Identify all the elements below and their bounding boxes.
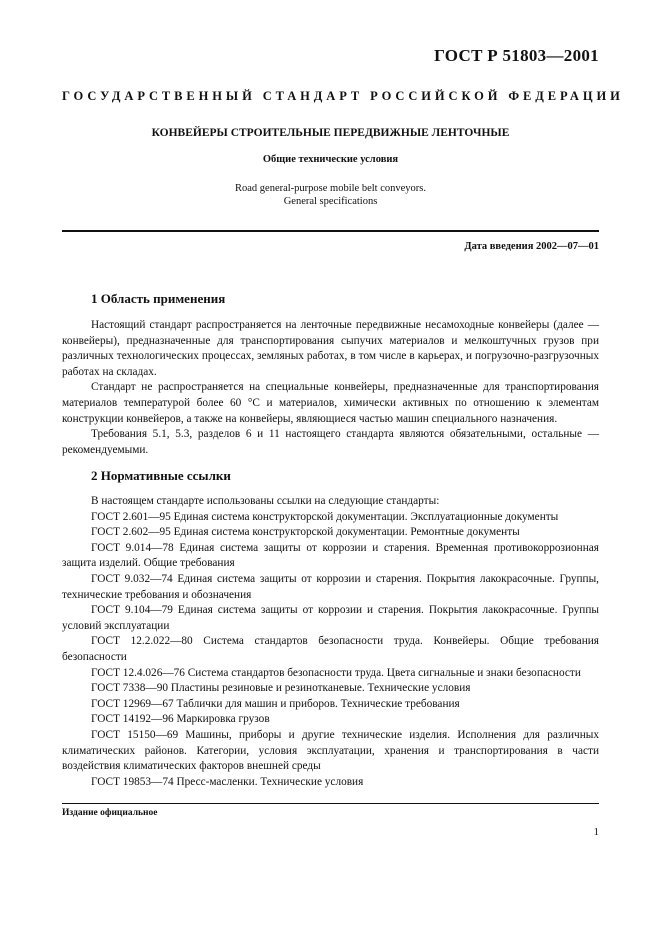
reference-item: ГОСТ 14192—96 Маркировка грузов xyxy=(91,713,270,726)
references-intro: В настоящем стандарте использованы ссылки на следующие стандарты: xyxy=(91,495,440,507)
reference-item: ГОСТ 15150—69 Машины, приборы и другие технические изделия. Исполнения для различных климатических районов. Категории, условия эксплуатации, хранения и транспортирования в части воздействия климатических факторов внешней среды xyxy=(62,728,599,773)
reference-item: ГОСТ 12.2.022—80 Система стандартов безопасности труда. Конвейеры. Общие требования безопасности xyxy=(62,635,599,663)
reference-item: ГОСТ 19853—74 Пресс-масленки. Технические условия xyxy=(91,775,364,788)
reference-item: ГОСТ 7338—90 Пластины резиновые и резинотканевые. Технические условия xyxy=(91,682,471,695)
gost-code: ГОСТ Р 51803—2001 xyxy=(434,46,599,65)
english-title xyxy=(62,182,599,208)
section-1-paragraph: Стандарт не распространяется на специальные конвейеры, предназначенные для транспортирования материалов температурой более 60 °С и материалов, химически активных по отношению к элементам конструкции конвейеров, а также на конвейеры, являющиеся частью машин специального назначения. xyxy=(62,381,599,425)
reference-item: ГОСТ 2.601—95 Единая система конструкторской документации. Эксплуатационные документы xyxy=(91,510,559,523)
header-divider xyxy=(62,230,599,232)
reference-item: ГОСТ 12.4.026—76 Система стандартов безопасности труда. Цвета сигнальные и знаки безопасности xyxy=(91,666,581,679)
edition-note: Издание официальное xyxy=(62,808,158,818)
section-2-heading: 2 Нормативные ссылки xyxy=(91,468,231,483)
reference-item: ГОСТ 12969—67 Таблички для машин и приборов. Технические требования xyxy=(91,697,460,710)
intro-date: Дата введения 2002—07—01 xyxy=(464,241,599,252)
document-subtitle: Общие технические условия xyxy=(262,154,399,165)
english-title-line2: General specifications xyxy=(283,196,378,207)
english-title-line1: Road general-purpose mobile belt conveyors. xyxy=(235,183,426,194)
page-number: 1 xyxy=(593,826,599,838)
reference-item: ГОСТ 2.602—95 Единая система конструкторской документации. Ремонтные документы xyxy=(91,526,520,539)
reference-item: ГОСТ 9.032—74 Единая система защиты от коррозии и старения. Покрытия лакокрасочные. Группы, технические требования и обозначения xyxy=(62,572,599,601)
section-1-body xyxy=(62,318,599,458)
reference-item: ГОСТ 9.014—78 Единая система защиты от коррозии и старения. Временная противокоррозионная защита изделий. Общие требования xyxy=(62,541,599,570)
document-title: КОНВЕЙЕРЫ СТРОИТЕЛЬНЫЕ ПЕРЕДВИЖНЫЕ ЛЕНТОЧНЫЕ xyxy=(151,127,510,139)
footer-divider xyxy=(62,803,599,804)
section-1-heading: 1 Область применения xyxy=(91,291,226,306)
reference-item: ГОСТ 9.104—79 Единая система защиты от коррозии и старения. Покрытия лакокрасочные. Группы условий эксплуатации xyxy=(62,604,599,632)
section-2-body xyxy=(62,494,599,790)
section-1-paragraph: Настоящий стандарт распространяется на ленточные передвижные несамоходные конвейеры (далее — конвейеры), предназначенные для транспортирования сыпучих материалов и мелкоштучных грузов при различных технологических процессах, земляных работах, в том числе в карьерах, и погрузочно-разгрузочных работах на складах. xyxy=(62,319,599,378)
state-standard-banner: ГОСУДАРСТВЕННЫЙ СТАНДАРТ РОССИЙСКОЙ ФЕДЕРАЦИИ xyxy=(62,89,624,103)
section-1-paragraph: Требования 5.1, 5.3, разделов 6 и 11 настоящего стандарта являются обязательными, остальные — рекомендуемыми. xyxy=(62,428,599,456)
